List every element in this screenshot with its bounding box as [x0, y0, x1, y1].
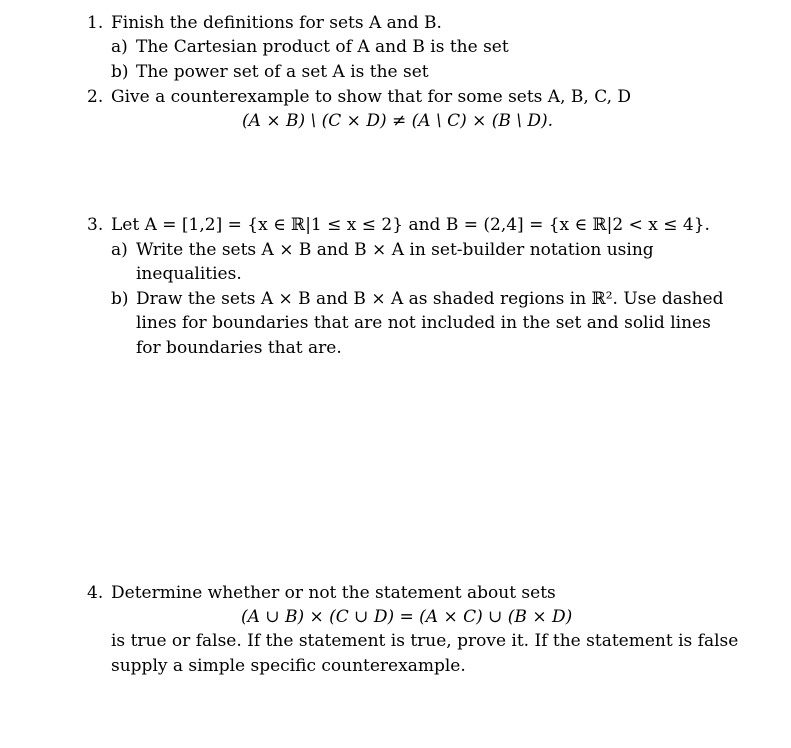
problem-1-text: Finish the definitions for sets A and B.: [111, 13, 442, 33]
problem-3b-line-3: for boundaries that are.: [136, 338, 342, 358]
problem-3a-label: a): [111, 240, 128, 260]
problem-1a-label: a): [111, 37, 128, 57]
problem-4-line-2: supply a simple specific counterexample.: [111, 656, 466, 676]
problem-2-text: Give a counterexample to show that for some sets A, B, C, D: [111, 87, 632, 107]
problem-1-number: 1.: [87, 13, 104, 33]
problem-2-formula: (A × B) \ (C × D) ≠ (A \ C) × (B \ D).: [242, 111, 554, 131]
problem-1b-label: b): [111, 62, 129, 82]
problem-3b-line-2: lines for boundaries that are not included in the set and solid lines: [136, 313, 711, 333]
problem-2-number: 2.: [87, 87, 104, 107]
problem-1a-text: The Cartesian product of A and B is the set: [136, 37, 509, 57]
problem-3a-line-1: Write the sets A × B and B × A in set-builder notation using: [136, 240, 654, 260]
problem-3b-line-1: Draw the sets A × B and B × A as shaded regions in ℝ². Use dashed: [136, 289, 724, 309]
problem-3a-line-2: inequalities.: [136, 264, 242, 284]
problem-4-formula: (A ∪ B) × (C ∪ D) = (A × C) ∪ (B × D): [241, 607, 573, 627]
problem-3b-label: b): [111, 289, 129, 309]
problem-4-number: 4.: [87, 583, 104, 603]
problem-3-text: Let A = [1,2] = {x ∈ ℝ|1 ≤ x ≤ 2} and B = (2,4] = {x ∈ ℝ|2 < x ≤ 4}.: [111, 215, 710, 235]
problem-3-number: 3.: [87, 215, 104, 235]
problem-4-line-1: is true or false. If the statement is true, prove it. If the statement is false: [111, 631, 739, 651]
problem-4-text: Determine whether or not the statement about sets: [111, 583, 556, 603]
problem-1b-text: The power set of a set A is the set: [136, 62, 429, 82]
